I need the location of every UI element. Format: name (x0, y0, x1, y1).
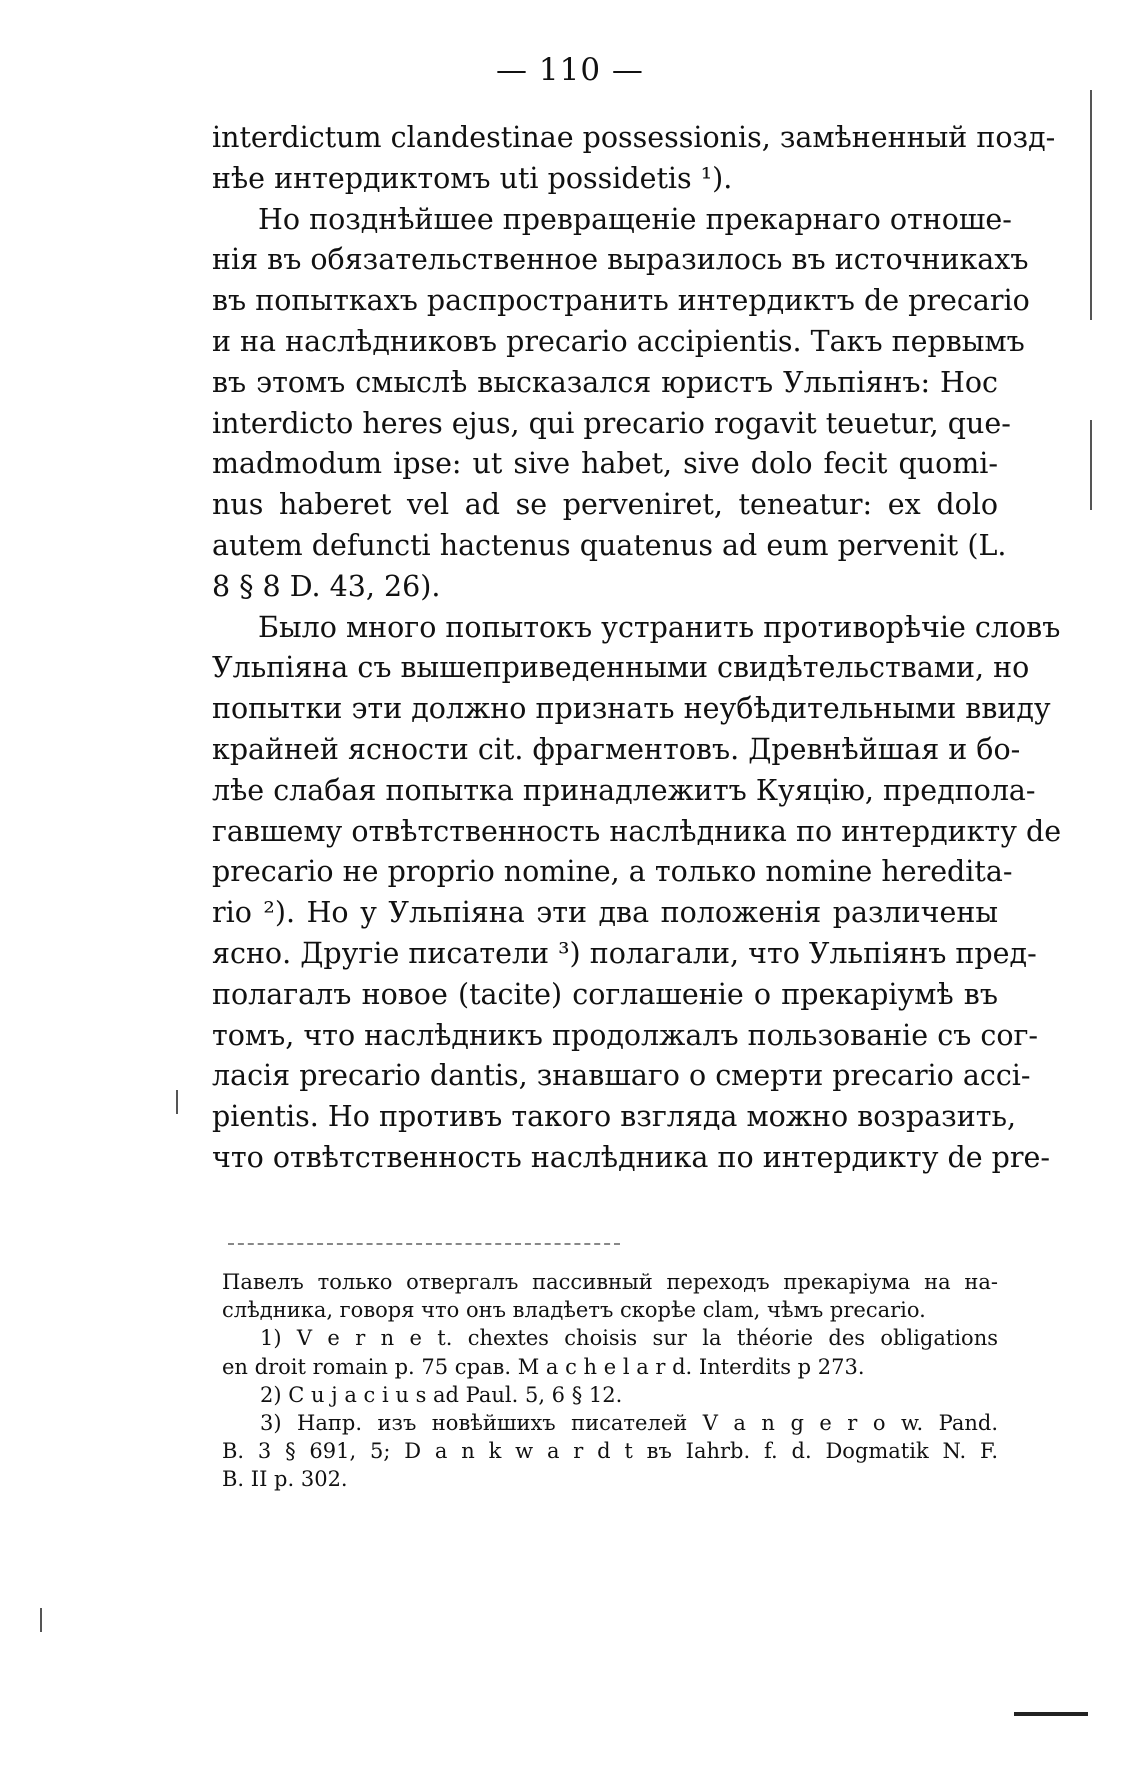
scan-edge-mark (1014, 1712, 1088, 1716)
footnote-line: en droit romain p. 75 срав. M a c h e l a r d. Interdits p 273. (222, 1354, 865, 1379)
text-line: ласія precario dantis, знавшаго о смерти precario acci- (212, 1059, 1031, 1093)
text-line: въ этомъ смыслѣ высказался юристъ Ульпіянъ: Hoc (212, 365, 998, 399)
text-line: autem defuncti hactenus quatenus ad eum pervenit (L. (212, 528, 1007, 562)
main-text (212, 118, 1062, 1179)
footnote-line: Павелъ только отвергалъ пассивный переходъ прекаріума на на- (222, 1270, 998, 1294)
scan-margin-line (40, 1608, 42, 1632)
footnote-line: 3) Напр. изъ новѣйшихъ писателей V a n g e r o w. Pand. (260, 1410, 998, 1435)
text-line: нія въ обязательственное выразилось въ источникахъ (212, 243, 1029, 277)
footnote-line: 1) V e r n e t. chextes choisis sur la théorie des obligations (260, 1326, 998, 1351)
text-line: interdicto heres ejus, qui precario rogavit teuetur, que- (212, 406, 1011, 440)
text-line: pientis. Но противъ такого взгляда можно возразить, (212, 1100, 1017, 1134)
text-line: nus haberet vel ad se perveniret, teneatur: ex dolo (212, 488, 998, 522)
text-line: нѣе интердиктомъ uti possidetis ¹). (212, 161, 733, 195)
footnote-line: 2) C u j a c i u s ad Paul. 5, 6 § 12. (260, 1382, 623, 1407)
text-line: попытки эти должно признать неубѣдительными ввиду (212, 692, 1051, 726)
text-line: что отвѣтственность наслѣдника по интердикту de pre- (212, 1140, 1051, 1174)
footnote-line: слѣдника, говоря что онъ владѣетъ скорѣе clam, чѣмъ precario. (222, 1298, 926, 1323)
footnote-divider (228, 1243, 620, 1245)
text-line: томъ, что наслѣдникъ продолжалъ пользованіе съ сог- (212, 1018, 1039, 1052)
scan-margin-line (1090, 420, 1092, 510)
text-line: ясно. Другіе писатели ³) полагали, что Ульпіянъ пред- (212, 936, 1037, 970)
text-line: лѣе слабая попытка принадлежитъ Куяцію, предпола- (212, 773, 1036, 807)
text-line: 8 § 8 D. 43, 26). (212, 569, 441, 603)
text-line: полагалъ новое (tacite) соглашеніе о прекаріумѣ въ (212, 977, 998, 1011)
footnote-line: B. 3 § 691, 5; D a n k w a r d t въ Iahrb. f. d. Dogmatik N. F. (222, 1439, 998, 1464)
page-number: — 110 — (496, 52, 644, 88)
scan-margin-line (1090, 90, 1092, 320)
text-line: rio ²). Но у Ульпіяна эти два положенія различены (212, 896, 998, 930)
text-line: Но позднѣйшее превращеніе прекарнаго отноше- (258, 202, 1012, 236)
text-line: interdictum clandestinae possessionis, замѣненный позд- (212, 121, 1056, 154)
text-line: въ попыткахъ распространить интердиктъ de precario (212, 284, 1030, 318)
text-line: крайней ясности cit. фрагментовъ. Древнѣйшая и бо- (212, 732, 1021, 766)
footnote-line: B. II p. 302. (222, 1467, 348, 1492)
text-line: madmodum ipse: ut sive habet, sive dolo fecit quomi- (212, 447, 998, 481)
text-line: Было много попытокъ устранить противорѣчіе словъ (258, 610, 1061, 644)
footnotes (222, 1268, 998, 1494)
text-line: гавшему отвѣтственность наслѣдника по интердикту de (212, 814, 1062, 848)
text-line: Ульпіяна съ вышеприведенными свидѣтельствами, но (212, 651, 1030, 685)
text-line: precario не proprio nomine, а только nomine heredita- (212, 855, 1013, 889)
text-line: и на наслѣдниковъ precario accipientis. Такъ первымъ (212, 324, 1025, 358)
scan-margin-line (176, 1090, 178, 1114)
